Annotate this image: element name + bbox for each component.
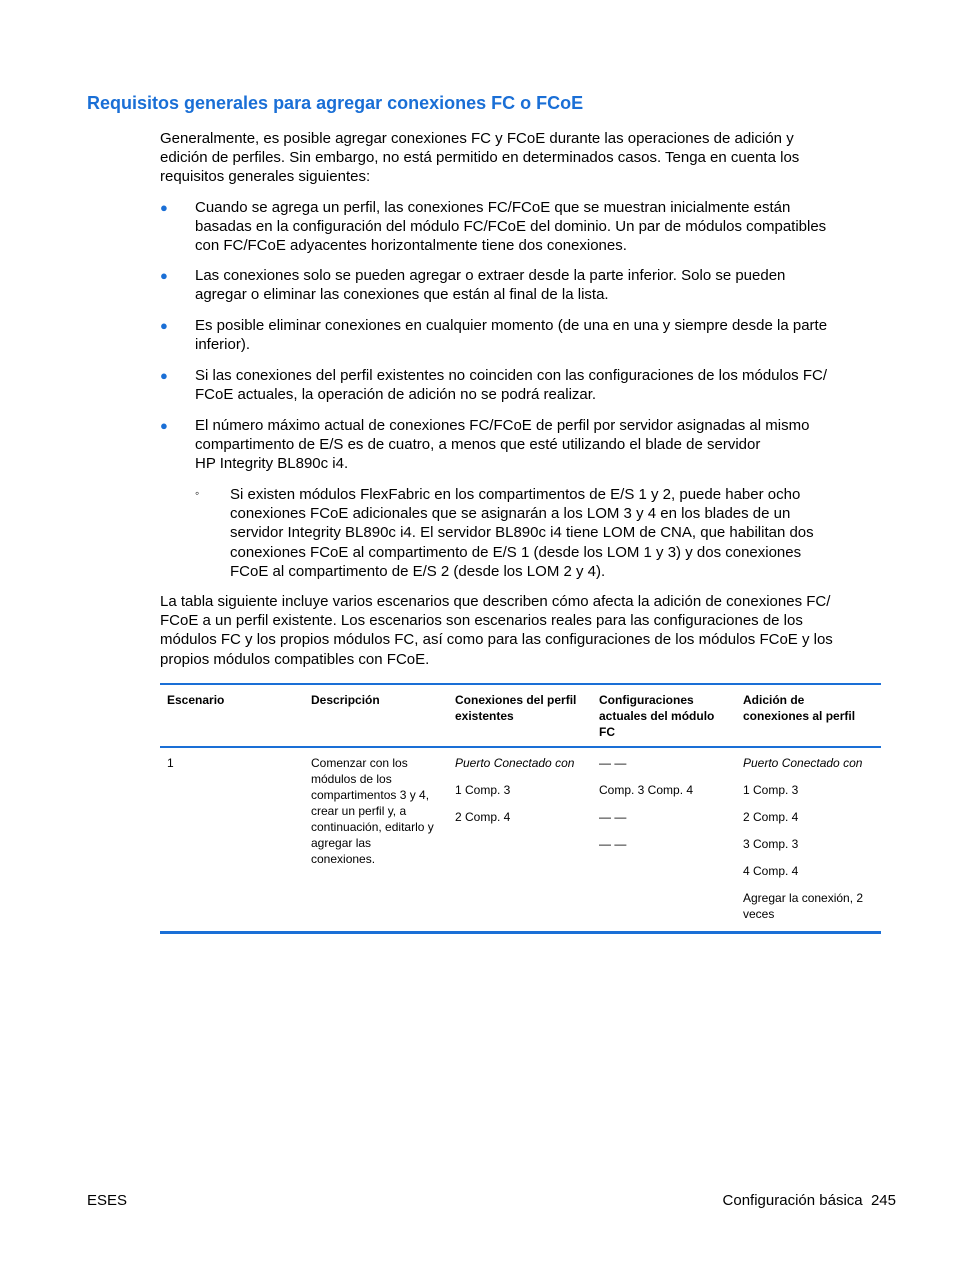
bullet-line: compartimento de E/S es de cuatro, a menos que esté utilizando el blade de servidor — [195, 436, 761, 454]
cell-line: 1 Comp. 3 — [743, 783, 799, 797]
cell-connection-addition — [743, 755, 879, 922]
intro-line: Generalmente, es posible agregar conexiones FC y FCoE durante las operaciones de adición y — [160, 130, 794, 147]
header-configuraciones-actuales: Configuraciones actuales del módulo FC — [599, 693, 715, 739]
cell-line: — — — [599, 810, 627, 824]
table-header-rule — [160, 746, 881, 748]
cell-existing-connections — [455, 755, 591, 836]
bullet-line: Es posible eliminar conexiones en cualquier momento (de una en una y siempre desde la parte — [195, 317, 828, 334]
bullet-dot-icon: ● — [160, 200, 168, 215]
bullet-line: agregar o eliminar las conexiones que están al final de la lista. — [195, 286, 609, 304]
bullet-dot-icon: ● — [160, 418, 168, 433]
sub-bullet-line: conexiones FCoE al compartimento de E/S 1 (desde los LOM 1 y 3) y dos conexiones — [230, 543, 802, 561]
intro-line: edición de perfiles. Sin embargo, no está permitido en determinados casos. Tenga en cuenta los — [160, 149, 800, 167]
bullet-line: basadas en la configuración del módulo FC/FCoE del dominio. Un par de módulos compatibles — [195, 218, 827, 236]
cell-line: 2 Comp. 4 — [455, 810, 511, 824]
bullet-line: HP Integrity BL890c i4. — [195, 455, 349, 473]
cell-line: 1 Comp. 3 — [455, 783, 511, 797]
table-intro-line: propios módulos compatibles con FCoE. — [160, 650, 430, 668]
page-number: 245 — [870, 1192, 896, 1209]
header-descripcion: Descripción — [311, 693, 380, 707]
cell-line: Puerto Conectado con — [743, 756, 863, 770]
bullet-dot-icon: ● — [160, 368, 168, 383]
footer-page-info — [723, 1192, 896, 1209]
cell-current-config — [599, 755, 735, 863]
bullet-line: El número máximo actual de conexiones FC/FCoE de perfil por servidor asignadas al mismo — [195, 417, 810, 434]
table-top-rule — [160, 683, 881, 685]
bullet-line: con FC/FCoE adyacentes horizontalmente tiene dos conexiones. — [195, 237, 627, 255]
header-escenario: Escenario — [167, 693, 225, 707]
sub-bullet-line: conexiones FCoE adicionales que se asignarán a los LOM 3 y 4 en los blades de un — [230, 505, 791, 523]
table-intro-line: módulos FC y los propios módulos FC, así como para las configuraciones de los módulos FCoE y los — [160, 631, 833, 649]
sub-bullet-circle-icon: ◦ — [195, 486, 200, 500]
footer-locale: ESES — [87, 1192, 128, 1209]
cell-line: — — — [599, 756, 627, 770]
cell-scenario: 1 — [167, 756, 174, 770]
table-intro-line: La tabla siguiente incluye varios escenarios que describen cómo afecta la adición de conexiones FC/ — [160, 593, 831, 610]
sub-bullet-line: servidor Integrity BL890c i4. El servidor BL890c i4 tiene LOM de CNA, que habilitan dos — [230, 524, 814, 542]
bullet-line: Cuando se agrega un perfil, las conexiones FC/FCoE que se muestran inicialmente están — [195, 199, 791, 216]
table-bottom-rule — [160, 931, 881, 934]
header-conexiones-existentes: Conexiones del perfil existentes — [455, 693, 577, 723]
intro-paragraph — [160, 129, 885, 187]
table-intro-line: FCoE a un perfil existente. Los escenarios son escenarios reales para las configuraciones de los — [160, 612, 803, 630]
bullet-line: Si las conexiones del perfil existentes no coinciden con las configuraciones de los módulos FC/ — [195, 367, 828, 384]
cell-description: Comenzar con los módulos de los compartimentos 3 y 4, crear un perfil y, a continuación, editarlo y agregar las conexiones. — [311, 756, 434, 866]
header-adicion-conexiones: Adición de conexiones al perfil — [743, 693, 856, 723]
sub-bullet-line: FCoE al compartimento de E/S 2 (desde los LOM 2 y 4). — [230, 562, 606, 580]
bullet-line: Las conexiones solo se pueden agregar o extraer desde la parte inferior. Solo se pueden — [195, 267, 786, 284]
bullet-dot-icon: ● — [160, 318, 168, 333]
cell-line: 4 Comp. 4 — [743, 864, 799, 878]
bullet-dot-icon: ● — [160, 268, 168, 283]
cell-line: Comp. 3 Comp. 4 — [599, 783, 694, 797]
cell-line: Agregar la conexión, 2 veces — [743, 891, 864, 921]
cell-line: 2 Comp. 4 — [743, 810, 799, 824]
cell-line: Puerto Conectado con — [455, 756, 575, 770]
bullet-line: FCoE actuales, la operación de adición no se podrá realizar. — [195, 386, 597, 404]
scenario-table — [160, 683, 881, 934]
section-heading: Requisitos generales para agregar conexiones FC o FCoE — [87, 93, 584, 113]
intro-line: requisitos generales siguientes: — [160, 168, 371, 186]
table-intro-paragraph — [160, 592, 885, 669]
sub-bullet-line: Si existen módulos FlexFabric en los compartimentos de E/S 1 y 2, puede haber ocho — [230, 486, 801, 503]
cell-line: 3 Comp. 3 — [743, 837, 799, 851]
cell-line: — — — [599, 837, 627, 851]
footer-section-title: Configuración básica — [722, 1192, 863, 1209]
bullet-line: inferior). — [195, 336, 251, 354]
